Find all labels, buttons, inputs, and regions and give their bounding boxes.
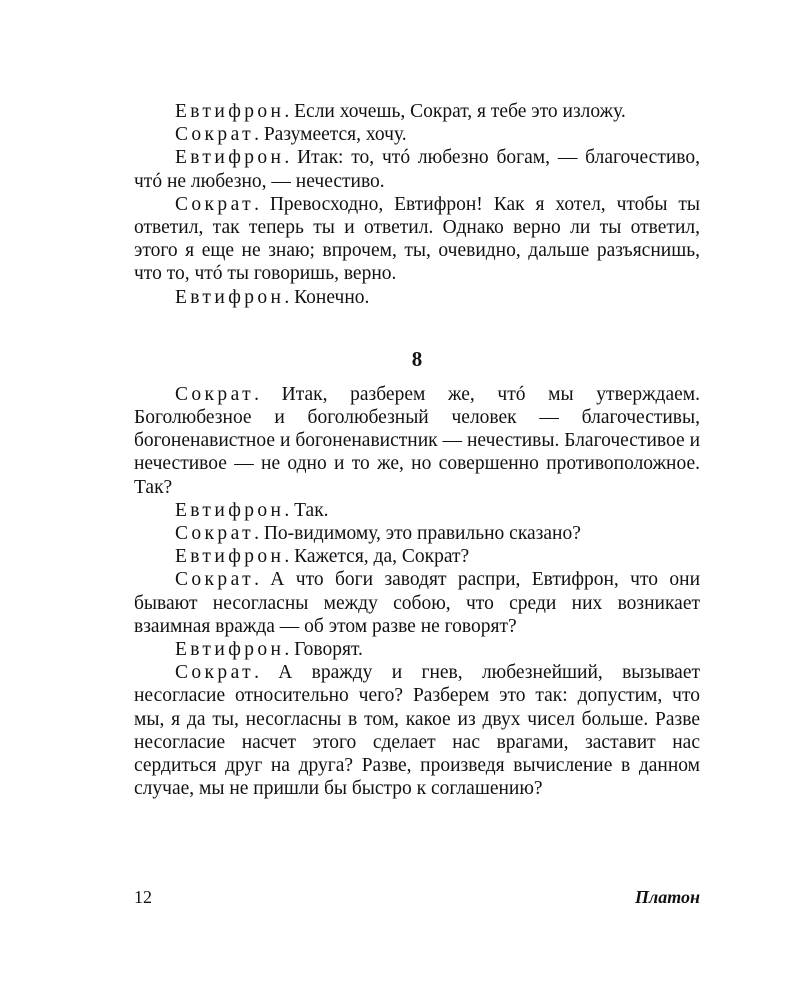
page-body bbox=[134, 100, 700, 800]
utterance-text: . Если хочешь, Сократ, я тебе это изложу. bbox=[284, 101, 626, 122]
utterance-text: . Итак: то, чтó любезно богам, — благочестиво, чтó не любезно, — нечестиво. bbox=[134, 147, 700, 192]
utterance-text: . Превосходно, Евтифрон! Как я хотел, чтобы ты ответил, так теперь ты и ответил. Однако верно ли ты ответил, этого я еще не знаю; впрочем, ты, очевидно, дальше разъяснишь, что то, чтó ты говоришь, верно. bbox=[134, 193, 700, 285]
speaker-name: Сократ bbox=[175, 523, 255, 545]
speaker-name: Евтифрон bbox=[175, 286, 285, 308]
dialogue-block-2 bbox=[134, 383, 700, 801]
speaker-name: Евтифрон bbox=[175, 546, 285, 568]
dialogue-paragraph bbox=[134, 638, 700, 661]
utterance-text: . Так. bbox=[284, 499, 329, 521]
dialogue-block-1 bbox=[134, 100, 700, 309]
page-number: 12 bbox=[134, 887, 152, 907]
dialogue-paragraph bbox=[134, 193, 700, 286]
dialogue-paragraph bbox=[134, 568, 700, 638]
speaker-name: Евтифрон bbox=[175, 499, 285, 521]
speaker-name: Сократ bbox=[175, 124, 255, 146]
utterance-text: . Итак, разберем же, чтó мы утверждаем. Боголюбезное и боголюбезный человек — благочестивы, богоненавистное и богоненавистник — нечестивы. Благочестивое и нечестивое — не одно и то же, но совершенно противоположное. Так? bbox=[134, 383, 700, 498]
dialogue-paragraph bbox=[134, 661, 700, 800]
utterance-text: . Кажется, да, Сократ? bbox=[284, 546, 470, 568]
utterance-text: . По-видимому, это правильно сказано? bbox=[254, 523, 581, 545]
dialogue-paragraph bbox=[134, 499, 700, 522]
utterance-text: . А что боги заводят распри, Евтифрон, что они бывают несогласны между собою, что среди них возникает взаимная вражда — об этом разве не говорят? bbox=[134, 569, 700, 637]
speaker-name: Сократ bbox=[175, 193, 255, 215]
dialogue-paragraph bbox=[134, 146, 700, 192]
section-number: 8 bbox=[411, 346, 423, 371]
dialogue-paragraph bbox=[134, 286, 700, 309]
speaker-name: Сократ bbox=[175, 383, 255, 405]
dialogue-paragraph bbox=[134, 123, 700, 146]
dialogue-paragraph bbox=[134, 545, 700, 568]
dialogue-paragraph bbox=[134, 100, 700, 123]
utterance-text: . Разумеется, хочу. bbox=[254, 124, 407, 146]
utterance-text: . Говорят. bbox=[284, 639, 363, 661]
dialogue-paragraph bbox=[134, 383, 700, 499]
running-title: Платон bbox=[635, 887, 700, 907]
speaker-name: Евтифрон bbox=[175, 147, 285, 169]
utterance-text: . А вражду и гнев, любезнейший, вызывает несогласие относительно чего? Разберем это так: допустим, что мы, я да ты, несогласны в том, какое из двух чисел больше. Разве несогласие насчет этого сделает нас врагами, заставит нас сердиться друг на друга? Разве, произведя вычисление в данном случае, мы не пришли бы быстро к соглашению? bbox=[134, 662, 700, 800]
speaker-name: Сократ bbox=[175, 662, 255, 684]
speaker-name: Евтифрон bbox=[175, 101, 285, 122]
speaker-name: Сократ bbox=[175, 569, 255, 591]
dialogue-paragraph bbox=[134, 522, 700, 545]
utterance-text: . Конечно. bbox=[284, 286, 370, 308]
speaker-name: Евтифрон bbox=[175, 639, 285, 661]
